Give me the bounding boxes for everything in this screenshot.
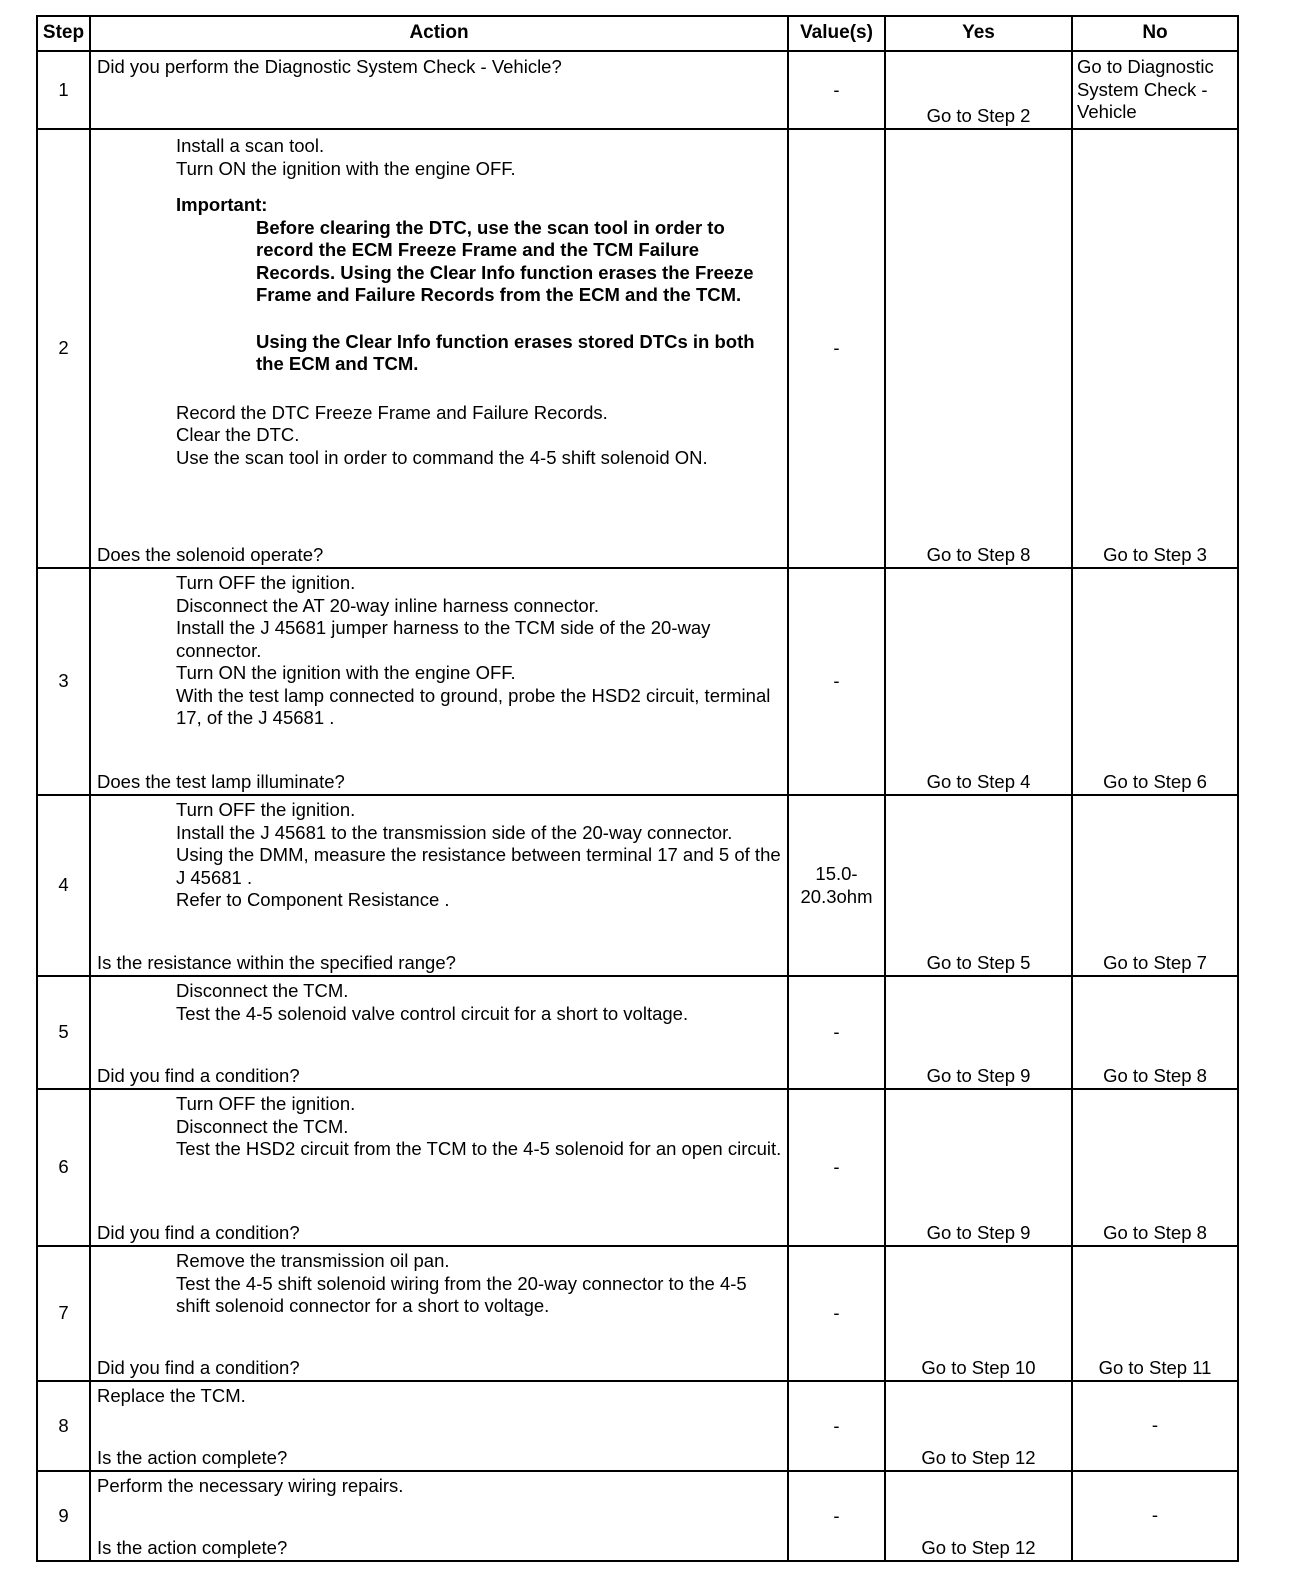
no-value: - <box>1072 1381 1238 1471</box>
step-number: 2 <box>37 129 90 568</box>
instruction-line: Turn ON the ignition with the engine OFF. <box>176 157 516 179</box>
instruction-line: Install the J 45681 jumper harness to the TCM side of the 20-way connector. <box>176 617 711 661</box>
question-text: Is the resistance within the specified range? <box>97 951 456 973</box>
table-row-step-4 <box>37 795 1238 976</box>
step-number: 4 <box>37 795 90 976</box>
yes-link[interactable]: Go to Step 5 <box>885 795 1072 976</box>
instruction-line: With the test lamp connected to ground, probe the HSD2 circuit, terminal 17, of the J 45681 . <box>176 684 771 728</box>
yes-link[interactable]: Go to Step 2 <box>885 51 1072 129</box>
table-row-step-3 <box>37 568 1238 795</box>
yes-link[interactable]: Go to Step 12 <box>885 1471 1072 1561</box>
instruction-line: Install a scan tool. <box>176 135 325 156</box>
instruction-list <box>97 1090 783 1161</box>
table-row-step-8 <box>37 1381 1238 1471</box>
step-number: 6 <box>37 1089 90 1246</box>
header-yes: Yes <box>885 16 1072 51</box>
yes-link[interactable]: Go to Step 8 <box>885 129 1072 568</box>
important-note: Before clearing the DTC, use the scan tool in order to record the ECM Freeze Frame and the TCM Failure Records. Using the Clear Info function erases the Freeze Frame and Failure Records from the ECM and the TCM. <box>256 216 754 305</box>
instruction-line: Test the HSD2 circuit from the TCM to the 4-5 solenoid for an open circuit. <box>176 1138 782 1159</box>
table-row-step-5 <box>37 976 1238 1089</box>
no-link[interactable]: Go to Step 8 <box>1072 1089 1238 1246</box>
header-step: Step <box>37 16 90 51</box>
instruction-line: Refer to Component Resistance . <box>176 889 450 910</box>
no-link[interactable]: Go to Diagnostic System Check - Vehicle <box>1072 51 1238 129</box>
instruction-list <box>97 130 783 469</box>
instruction-line: Using the DMM, measure the resistance between terminal 17 and 5 of the J 45681 . <box>176 844 781 888</box>
yes-link[interactable]: Go to Step 12 <box>885 1381 1072 1471</box>
no-link[interactable]: Go to Step 11 <box>1072 1246 1238 1381</box>
value-cell: - <box>788 1089 885 1246</box>
header-action: Action <box>90 16 788 51</box>
question-text: Did you find a condition? <box>97 1356 300 1378</box>
table-row-step-1 <box>37 51 1238 129</box>
table-row-step-9 <box>37 1471 1238 1561</box>
instruction-line: Turn OFF the ignition. <box>176 1093 356 1114</box>
question-text: Does the test lamp illuminate? <box>97 770 345 792</box>
question-text: Did you perform the Diagnostic System Check - Vehicle? <box>97 56 562 77</box>
question-text: Did you find a condition? <box>97 1064 300 1086</box>
header-no: No <box>1072 16 1238 51</box>
instruction-list <box>97 1247 783 1318</box>
value-cell: - <box>788 568 885 795</box>
instruction-list <box>97 796 783 912</box>
instruction-line: Disconnect the AT 20-way inline harness connector. <box>176 594 599 616</box>
question-text: Did you find a condition? <box>97 1221 300 1243</box>
instruction-line: Turn OFF the ignition. <box>176 799 356 820</box>
important-note: Using the Clear Info function erases stored DTCs in both the ECM and TCM. <box>256 330 755 374</box>
header-row <box>37 16 1238 51</box>
instruction-line: Replace the TCM. <box>97 1385 246 1406</box>
value-cell: - <box>788 1246 885 1381</box>
table-row-step-2 <box>37 129 1238 568</box>
instruction-line: Turn OFF the ignition. <box>176 572 356 593</box>
step-number: 3 <box>37 568 90 795</box>
action-cell <box>90 1381 788 1471</box>
header-value: Value(s) <box>788 16 885 51</box>
action-cell <box>90 795 788 976</box>
diagnostic-table <box>36 15 1239 1562</box>
yes-link[interactable]: Go to Step 9 <box>885 976 1072 1089</box>
instruction-line: Test the 4-5 shift solenoid wiring from the 20-way connector to the 4-5 shift solenoid connector for a short to voltage. <box>176 1272 747 1316</box>
action-cell <box>90 568 788 795</box>
instruction-list <box>97 977 783 1025</box>
no-link[interactable]: Go to Step 7 <box>1072 795 1238 976</box>
instruction-line: Clear the DTC. <box>176 424 300 445</box>
value-cell: - <box>788 1471 885 1561</box>
instruction-line: Test the 4-5 solenoid valve control circuit for a short to voltage. <box>176 1002 689 1024</box>
step-number: 1 <box>37 51 90 129</box>
instruction-line: Turn ON the ignition with the engine OFF. <box>176 662 516 683</box>
value-cell: - <box>788 1381 885 1471</box>
important-title: Important: <box>176 194 268 215</box>
instruction-line: Disconnect the TCM. <box>176 980 349 1001</box>
no-link[interactable]: Go to Step 6 <box>1072 568 1238 795</box>
value-cell: - <box>788 129 885 568</box>
table-row-step-7 <box>37 1246 1238 1381</box>
instruction-line: Install the J 45681 to the transmission side of the 20-way connector. <box>176 821 733 843</box>
yes-link[interactable]: Go to Step 9 <box>885 1089 1072 1246</box>
value-cell: - <box>788 51 885 129</box>
instruction-list <box>97 569 783 730</box>
question-text: Is the action complete? <box>97 1536 288 1558</box>
no-link[interactable]: Go to Step 3 <box>1072 129 1238 568</box>
table-row-step-6 <box>37 1089 1238 1246</box>
step-number: 7 <box>37 1246 90 1381</box>
value-cell: - <box>788 976 885 1089</box>
action-cell <box>90 1089 788 1246</box>
instruction-line: Remove the transmission oil pan. <box>176 1250 450 1271</box>
question-text: Is the action complete? <box>97 1446 288 1468</box>
value-cell: 15.0-20.3ohm <box>788 795 885 976</box>
yes-link[interactable]: Go to Step 4 <box>885 568 1072 795</box>
action-cell <box>90 129 788 568</box>
instruction-line: Use the scan tool in order to command the 4-5 shift solenoid ON. <box>176 446 708 468</box>
no-link[interactable]: Go to Step 8 <box>1072 976 1238 1089</box>
action-cell <box>90 51 788 129</box>
step-number: 5 <box>37 976 90 1089</box>
no-value: - <box>1072 1471 1238 1561</box>
action-cell <box>90 976 788 1089</box>
step-number: 8 <box>37 1381 90 1471</box>
instruction-line: Disconnect the TCM. <box>176 1115 349 1137</box>
instruction-line: Perform the necessary wiring repairs. <box>97 1475 404 1496</box>
instruction-line: Record the DTC Freeze Frame and Failure Records. <box>176 401 608 423</box>
yes-link[interactable]: Go to Step 10 <box>885 1246 1072 1381</box>
question-text: Does the solenoid operate? <box>97 543 324 565</box>
action-cell <box>90 1246 788 1381</box>
step-number: 9 <box>37 1471 90 1561</box>
action-cell <box>90 1471 788 1561</box>
